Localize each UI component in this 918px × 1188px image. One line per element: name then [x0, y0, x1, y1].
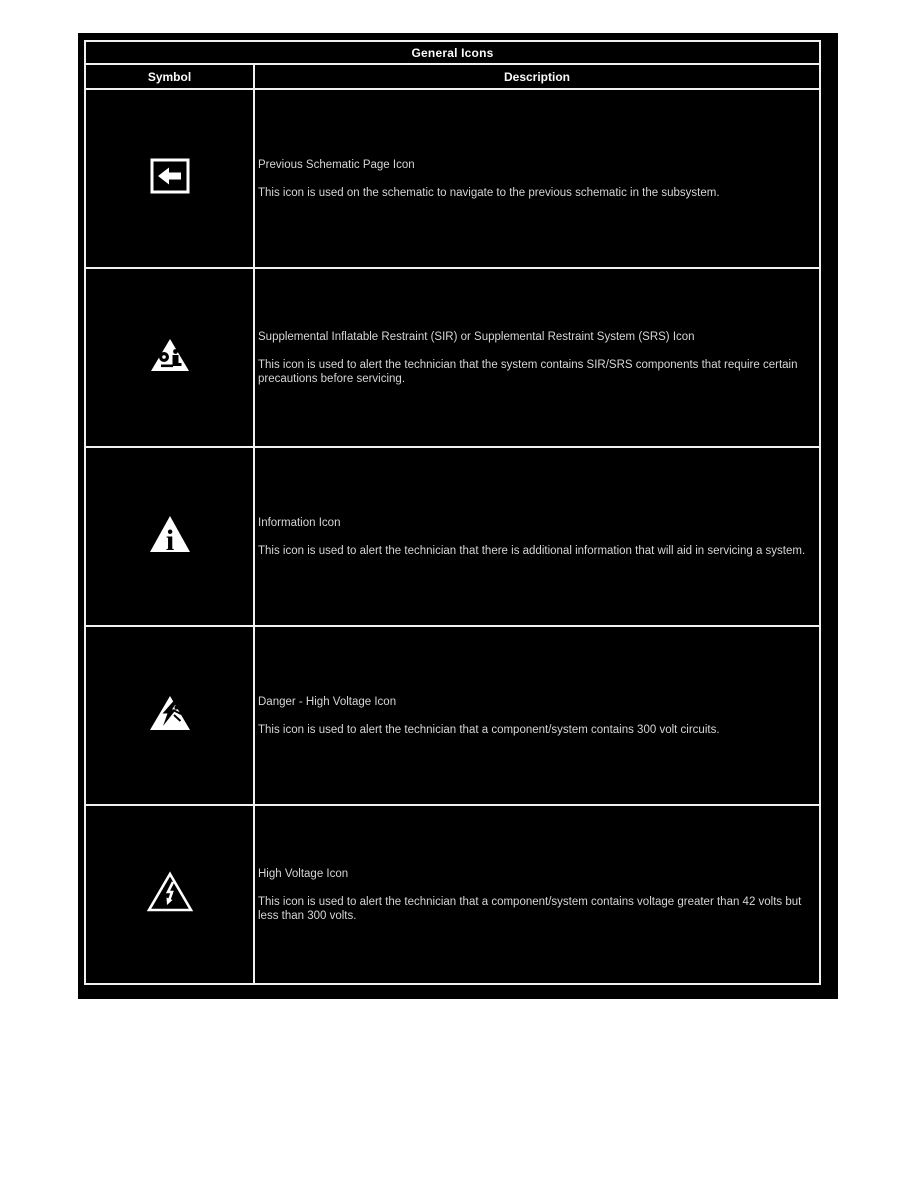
icon-title: High Voltage Icon: [258, 867, 349, 880]
danger-high-voltage-icon: [149, 695, 191, 731]
general-icons-table-block: [78, 33, 838, 999]
icon-title: Danger - High Voltage Icon: [258, 695, 397, 708]
column-header-row: [85, 64, 820, 89]
description-column-header: Description: [254, 64, 820, 89]
symbol-column-header: Symbol: [85, 64, 254, 89]
icon-description: This icon is used on the schematic to navigate to the previous schematic in the subsystem.: [258, 186, 720, 199]
icon-title: Supplemental Inflatable Restraint (SIR) or Supplemental Restraint System (SRS) Icon: [258, 330, 695, 343]
description-cell: [254, 89, 820, 268]
table-row: [85, 626, 820, 805]
symbol-cell: [85, 89, 254, 268]
icon-title: Previous Schematic Page Icon: [258, 158, 415, 171]
sir-srs-warning-icon: [150, 338, 190, 372]
table-title: General Icons: [85, 41, 820, 64]
description-cell: [254, 447, 820, 626]
symbol-cell: [85, 805, 254, 984]
icon-title: Information Icon: [258, 516, 341, 529]
high-voltage-icon: [147, 871, 193, 913]
information-icon: [149, 515, 191, 553]
icon-description: This icon is used to alert the technician that a component/system contains voltage greater than 42 volts but less than 300 volts.: [258, 895, 802, 922]
previous-schematic-page-icon: [150, 158, 190, 194]
table-row: [85, 805, 820, 984]
icon-description: This icon is used to alert the technician that the system contains SIR/SRS components that require certain precautions before servicing.: [258, 358, 798, 385]
description-cell: [254, 805, 820, 984]
icon-description: This icon is used to alert the technician that a component/system contains 300 volt circuits.: [258, 723, 720, 736]
table-row: [85, 268, 820, 447]
general-icons-table: [84, 40, 821, 985]
table-row: [85, 447, 820, 626]
description-cell: [254, 268, 820, 447]
svg-text:i: i: [165, 524, 174, 553]
symbol-cell: [85, 447, 254, 626]
icon-description: This icon is used to alert the technician that there is additional information that will aid in servicing a system.: [258, 544, 806, 557]
symbol-cell: [85, 626, 254, 805]
symbol-cell: [85, 268, 254, 447]
table-row: [85, 89, 820, 268]
description-cell: [254, 626, 820, 805]
table-title-row: [85, 41, 820, 64]
